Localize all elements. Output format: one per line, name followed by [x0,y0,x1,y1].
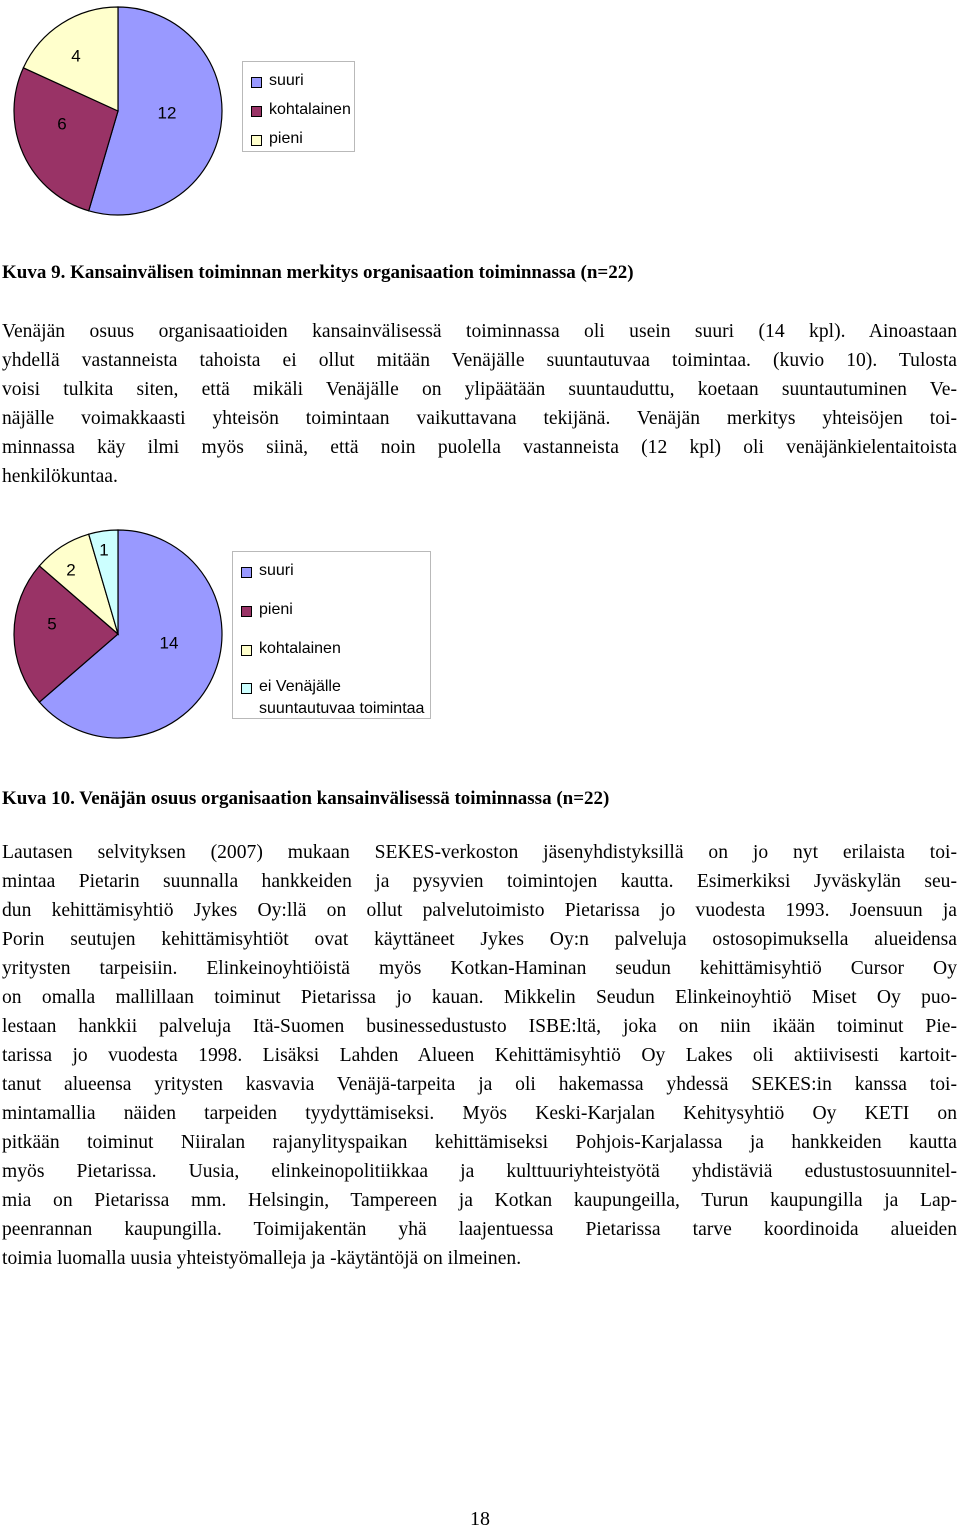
legend-kuva-10 [232,551,431,719]
legend-label-line: ei Venäjälle [259,678,341,695]
slice-label-suuri: 14 [159,633,179,653]
legend-item-kohtalainen [241,641,341,660]
text-line: myös Pietarissa. Uusia, elinkeinopolitiikkaa ja kulttuuriyhteistyötä yhdistäviä edustustosuunnitel- [2,1161,957,1182]
legend-swatch-pieni [251,135,262,146]
legend-label-suuri: suuri [269,72,304,89]
slice-label-pieni: 5 [47,614,57,634]
text-line: voisi tulkita siten, että mikäli Venäjälle on ylipäätään suuntauduttu, koetaan suuntautuminen Ve- [2,379,957,400]
text-line: yhdellä vastanneista tahoista ei ollut mitään Venäjälle suuntautuvaa toimintaa. (kuvio 10). Tulosta [2,350,957,371]
text-line: peenrannan kaupungilla. Toimijakentän yhä laajentuessa Pietarissa tarve koordinoida alueiden [2,1219,957,1240]
pie-chart-kuva-9 [0,0,360,230]
legend-item-suuri [251,73,304,92]
legend-label-kohtalainen: kohtalainen [269,101,351,118]
text-line: mintaa Pietarin suunnalla hankkeiden ja pysyvien toimintojen kautta. Esimerkiksi Jyväskylän seu- [2,871,957,892]
legend-label-pieni: pieni [259,601,293,618]
text-line: mia on Pietarissa mm. Helsingin, Tampereen ja Kotkan kaupungeilla, Turun kaupungilla ja Lap- [2,1190,957,1211]
text-line: tanut alueensa yritysten kasvavia Venäjä-tarpeita ja oli hakemassa yhdessä SEKES:in kanssa toi- [2,1074,957,1095]
legend-item-ei-venajalle [241,679,424,720]
legend-swatch-suuri [241,567,252,578]
text-line: mintamallia näiden tarpeiden tyydyttämiseksi. Myös Keski-Karjalan Kehitysyhtiö Oy KETI on [2,1103,957,1124]
legend-label-line: suuntautuvaa toimintaa [259,700,425,717]
slice-label-ei-venajalle: 1 [99,540,109,560]
slice-label-kohtalainen: 6 [57,114,67,134]
paragraph-venajan-osuus [2,317,957,491]
slice-label-kohtalainen: 2 [66,560,76,580]
legend-swatch-kohtalainen [251,106,262,117]
legend-label-suuri: suuri [259,562,294,579]
text-line: tarissa jo vuodesta 1998. Lisäksi Lahden Alueen Kehittämisyhtiö Oy Lakes oli aktiivisesti kartoit- [2,1045,957,1066]
legend-swatch-ei-venajalle [241,683,252,694]
figure-caption-kuva-9: Kuva 9. Kansainvälisen toiminnan merkitys organisaation toiminnassa (n=22) [2,262,634,283]
text-line: näjälle voimakkaasti yhteisön toimintaan vaikuttavana tekijänä. Venäjän merkitys yhteisöjen toi- [2,408,957,429]
legend-label-pieni: pieni [269,130,303,147]
text-line: minnassa käy ilmi myös siinä, että noin puolella vastanneista (12 kpl) oli venäjänkielentaitoista [2,437,957,458]
legend-label-kohtalainen: kohtalainen [259,640,341,657]
text-line: dun kehittämisyhtiö Jykes Oy:llä on ollut palvelutoimisto Pietarissa jo vuodesta 1993. Joensuun ja [2,900,957,921]
text-line: toimia luomalla uusia yhteistyömalleja ja -käytäntöjä on ilmeinen. [2,1248,522,1269]
text-line: pitkään toiminut Niiralan rajanylityspaikan kehittämiseksi Pohjois-Karjalassa ja hankkeiden kautta [2,1132,957,1153]
text-line: henkilökuntaa. [2,466,118,487]
legend-kuva-9 [242,61,355,152]
legend-swatch-pieni [241,606,252,617]
page-number: 18 [470,1508,490,1530]
legend-swatch-kohtalainen [241,645,252,656]
text-line: Venäjän osuus organisaatioiden kansainvälisessä toiminnassa oli usein suuri (14 kpl). Ainoastaan [2,321,957,342]
pie-chart-kuva-10 [0,520,440,750]
paragraph-lautasen-selvitys [2,838,957,1273]
figure-caption-kuva-10: Kuva 10. Venäjän osuus organisaation kansainvälisessä toiminnassa (n=22) [2,788,610,809]
slice-label-suuri: 12 [157,103,177,123]
text-line: Lautasen selvityksen (2007) mukaan SEKES-verkoston jäsenyhdistyksillä on jo nyt erilaista toi- [2,842,957,863]
legend-swatch-suuri [251,77,262,88]
text-line: on omalla mallillaan toiminut Pietarissa jo kauan. Mikkelin Seudun Elinkeinoyhtiö Miset Oy puo- [2,987,957,1008]
legend-item-suuri [241,563,294,582]
legend-item-pieni [241,602,293,621]
slice-label-pieni: 4 [71,46,81,66]
text-line: yritysten tarpeisiin. Elinkeinoyhtiöistä myös Kotkan-Haminan seudun kehittämisyhtiö Cursor Oy [2,958,957,979]
text-line: Porin seutujen kehittämisyhtiöt ovat käyttäneet Jykes Oy:n palveluja ostosopimuksella alueidensa [2,929,957,950]
legend-label-ei-venajalle [259,676,424,720]
text-line: lestaan hankkii palveluja Itä-Suomen businessedustusto ISBE:ltä, joka on niin ikään toiminut Pie- [2,1016,957,1037]
legend-item-pieni [251,131,303,150]
legend-item-kohtalainen [251,102,351,121]
